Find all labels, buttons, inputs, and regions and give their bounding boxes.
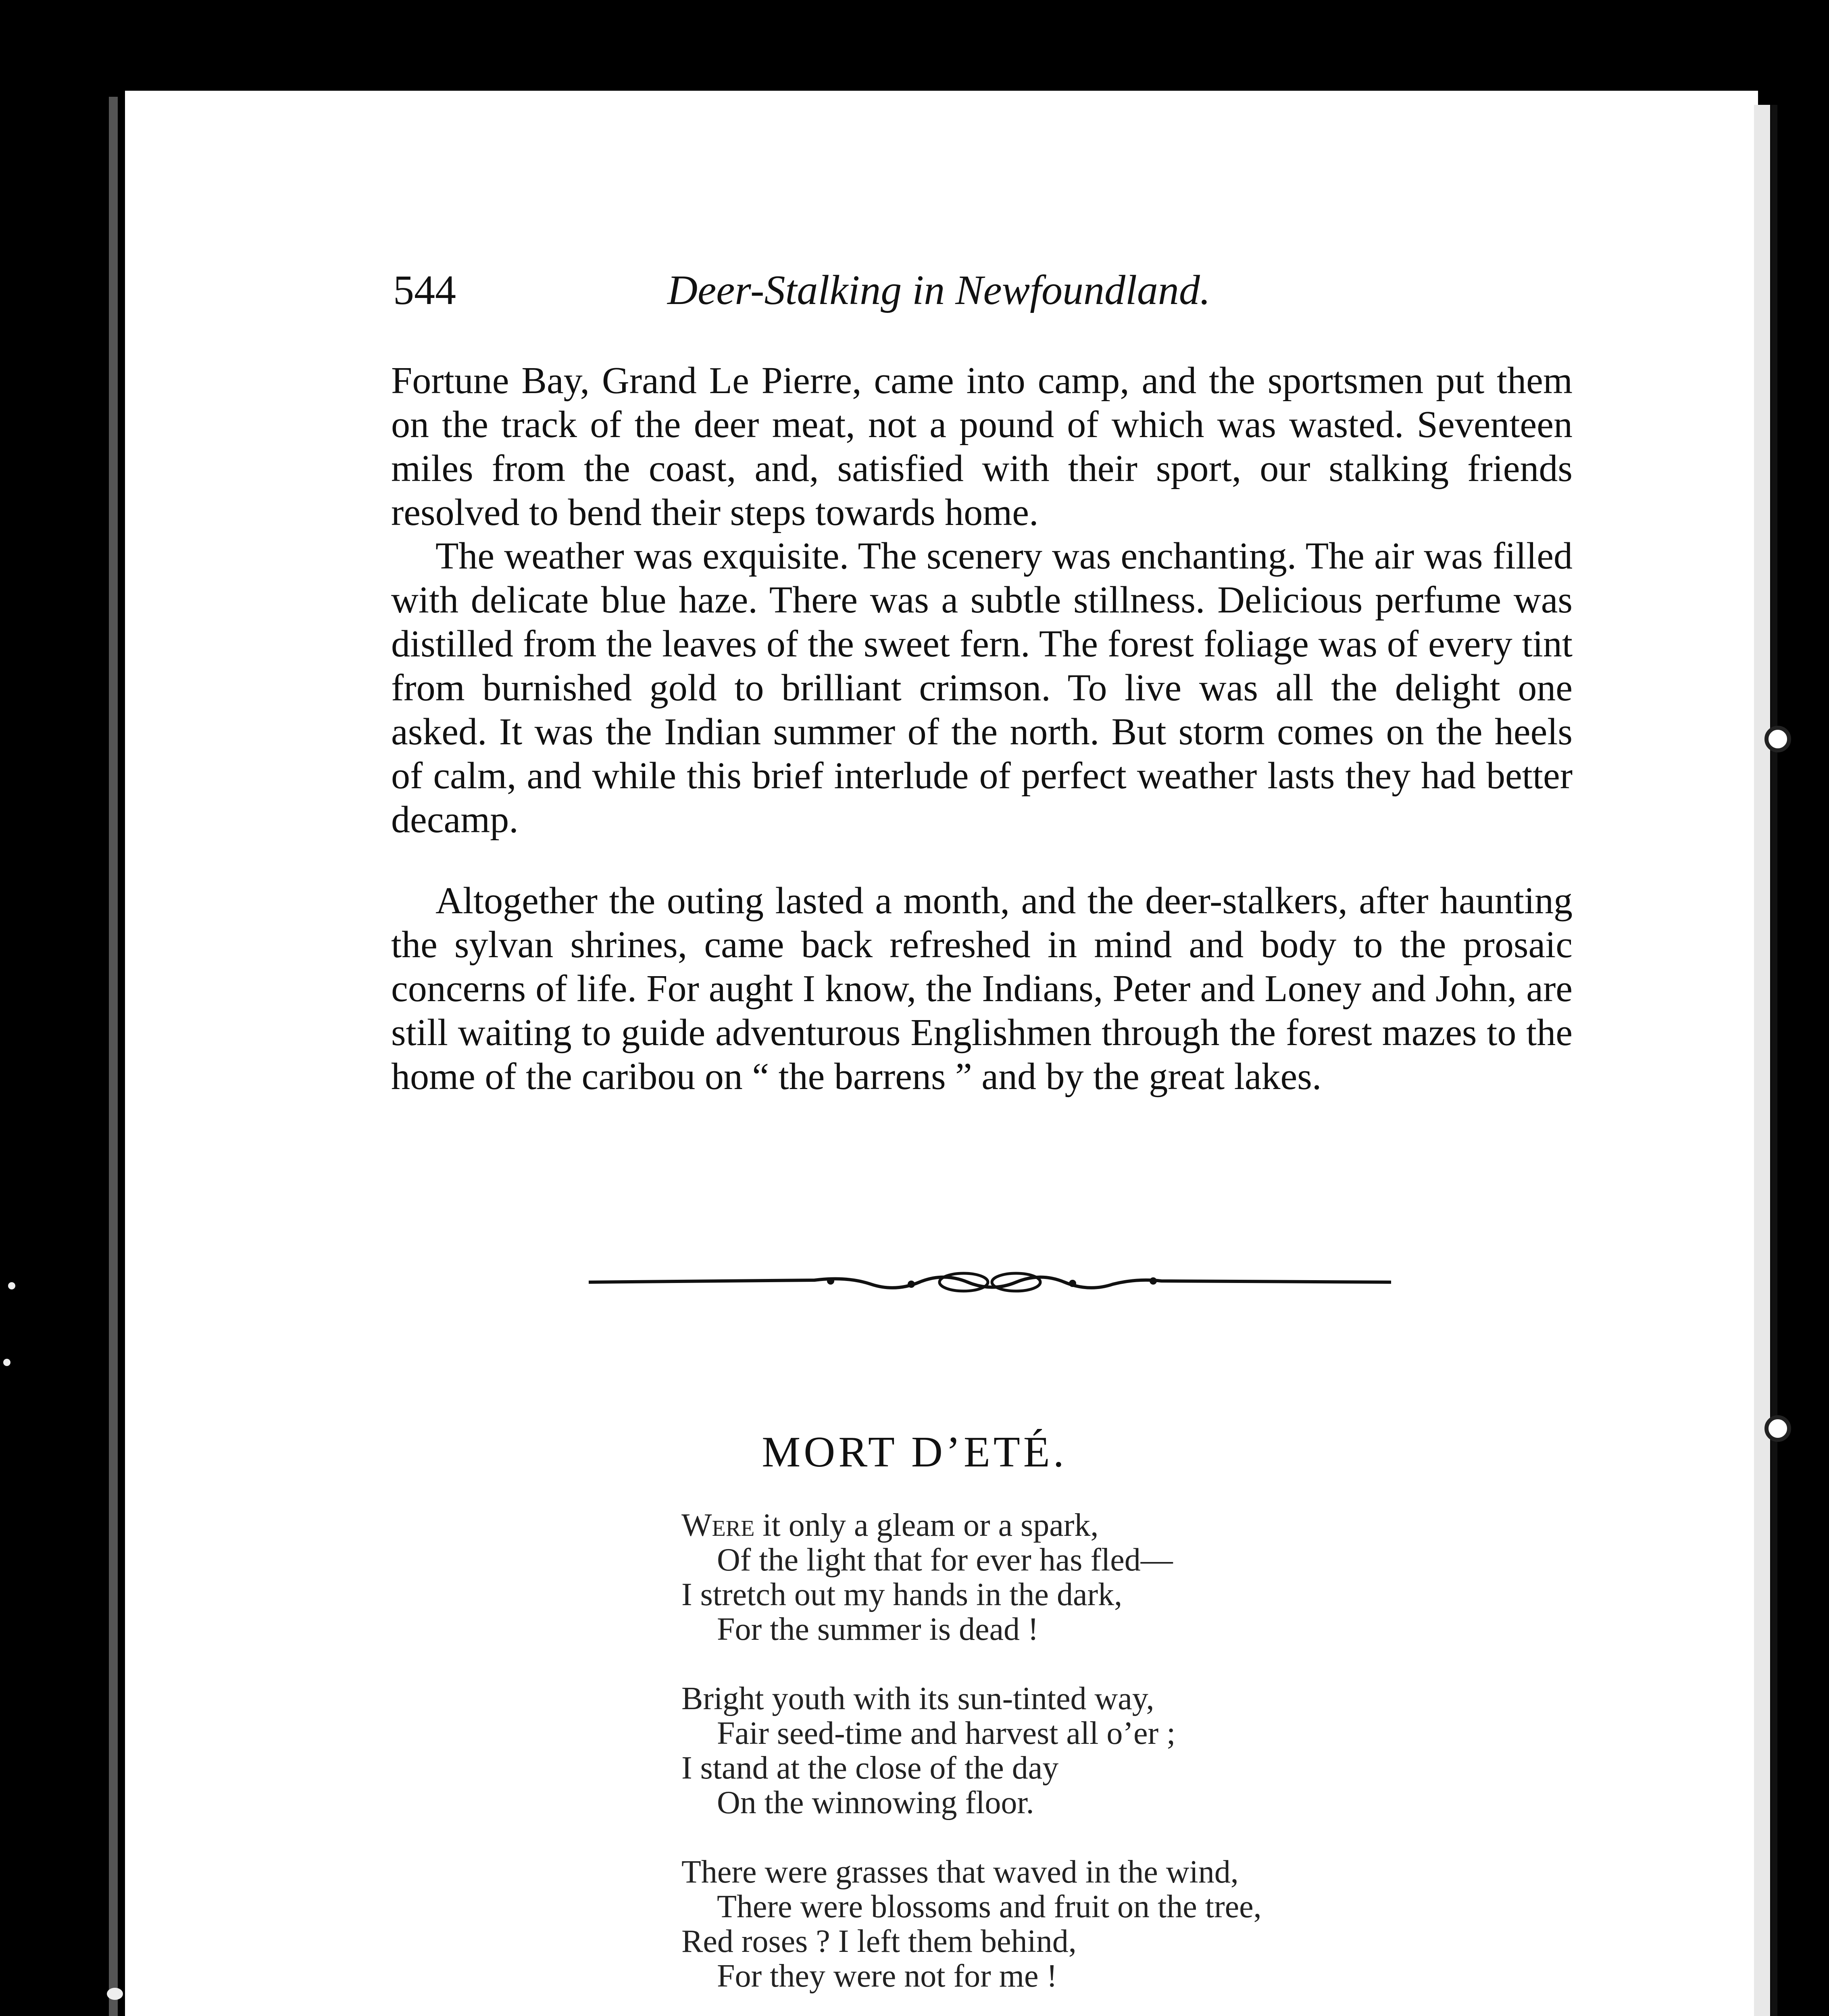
poem-stanza	[681, 1855, 1488, 1993]
poem-line: There were grasses that waved in the wind,	[681, 1854, 1239, 1890]
poem-first-word: Were	[681, 1508, 755, 1543]
poem-line-text: it only a gleam or a spark,	[754, 1508, 1099, 1543]
scan-speck	[8, 1282, 15, 1289]
body-paragraph: The weather was exquisite. The scenery was enchanting. The air was filled with delicate blue haze. There was a subtle stillness. Delicious perfume was distilled from the leaves of the sweet fern. The forest foliage was of every tint from burnished gold to brilliant crimson. To live was all the delight one asked. It was the Indian summer of the north. But storm comes on the heels of calm, and while this brief interlude of perfect weather lasts they had better decamp.	[391, 535, 1573, 841]
poem-line: Bright youth with its sun-tinted way,	[681, 1681, 1154, 1716]
page-binding-line	[1771, 105, 1777, 2016]
poem-line: For they were not for me !	[717, 1958, 1058, 1994]
poem-line: Red roses ? I left them behind,	[681, 1924, 1077, 1959]
page-header	[393, 266, 1575, 331]
ornamental-divider-icon	[589, 1260, 1391, 1304]
page-gutter-shadow	[1754, 105, 1770, 2016]
running-title: Deer-Stalking in Newfoundland.	[667, 267, 1210, 313]
page-left-edge	[109, 97, 118, 2016]
scan-speck	[3, 1359, 10, 1366]
scan-speck	[107, 1988, 123, 2000]
body-paragraph: Altogether the outing lasted a month, and the deer-stalkers, after haunting the sylvan shrines, came back refreshed in mind and body to the prosaic concerns of life. For aught I know, the Indians, Peter and Loney and John, are still waiting to guide adventurous Englishmen through the forest mazes to the home of the caribou on “ the barrens ” and by the great lakes.	[391, 880, 1573, 1098]
poem-stanza	[681, 1508, 1488, 1647]
page-number: 544	[393, 267, 456, 313]
poem-line	[681, 1508, 1488, 1543]
poem-line: There were blossoms and fruit on the tree,	[717, 1889, 1262, 1924]
binding-ring-icon	[1764, 726, 1791, 752]
poem-line: I stand at the close of the day	[681, 1750, 1059, 1786]
poem-line: Fair seed-time and harvest all o’er ;	[717, 1716, 1176, 1751]
poem-line: On the winnowing floor.	[717, 1785, 1034, 1820]
poem-line: I stretch out my hands in the dark,	[681, 1577, 1123, 1612]
poem-line: For the summer is dead !	[717, 1612, 1039, 1647]
body-paragraph: Fortune Bay, Grand Le Pierre, came into camp, and the sportsmen put them on the track of the deer meat, not a pound of which was wasted. Seventeen miles from the coast, and, satisfied with their sport, our stalking friends resolved to bend their steps towards home.	[391, 360, 1573, 533]
poem-title: MORT D’ETÉ.	[762, 1428, 1067, 1476]
poem-stanza	[681, 1681, 1488, 1820]
poem-line: Of the light that for ever has fled—	[717, 1542, 1173, 1578]
